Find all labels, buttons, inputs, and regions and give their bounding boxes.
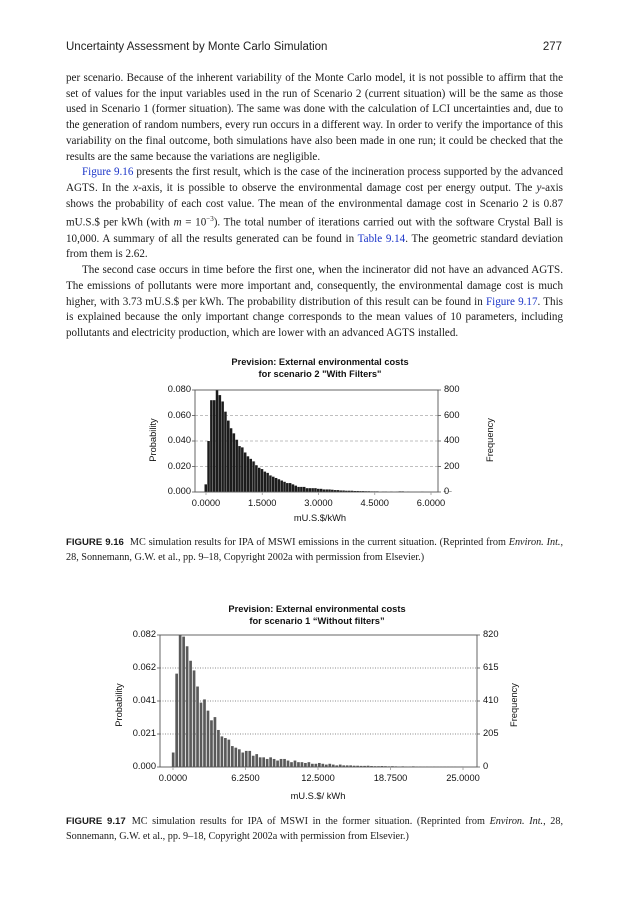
tick-label: 820 bbox=[483, 629, 499, 639]
tick-label: 0.0000 bbox=[191, 498, 221, 508]
tick-label: 0 bbox=[444, 486, 450, 496]
tick-label: 6.2500 bbox=[231, 773, 260, 783]
figure-caption: FIGURE 9.16 MC simulation results for IPA of MSWI emissions in the current situation. (Reprinted from Environ. Int., 28, Sonnemann, G.W. et al., pp. 9–18, Copyright 2002a with permission from Elsevier.) bbox=[66, 537, 563, 563]
tick-label: 600 bbox=[444, 409, 460, 420]
tick-label: 0.000 bbox=[167, 486, 191, 496]
tick-label: 0.041 bbox=[132, 695, 156, 705]
tick-label: 6.0000 bbox=[416, 498, 446, 508]
x-axis-label: mU.S.$/kWh bbox=[293, 513, 347, 523]
running-head-title: Uncertainty Assessment by Monte Carlo Simulation bbox=[66, 41, 328, 53]
x-axis-label: mU.S.$/ kWh bbox=[290, 791, 346, 801]
y2-axis-label: Frequency bbox=[509, 683, 519, 727]
y-axis-label: Probability bbox=[148, 418, 158, 462]
tick-label: 0.021 bbox=[132, 728, 156, 738]
tick-label: 0 bbox=[483, 761, 489, 771]
tick-label: 18.7500 bbox=[373, 773, 408, 783]
tick-label: 800 bbox=[444, 384, 460, 394]
cross-reference-link[interactable]: Table 9.14 bbox=[357, 232, 406, 245]
tick-label: 3.0000 bbox=[304, 498, 333, 508]
tick-label: 0.0000 bbox=[158, 773, 188, 783]
tick-label: 0.000 bbox=[132, 761, 156, 771]
tick-label: 0.020 bbox=[167, 460, 191, 471]
tick-label: 0.060 bbox=[167, 409, 191, 420]
tick-label: 25.0000 bbox=[446, 773, 480, 783]
chart-title: Prevision: External environmental costs for scenario 1 “Without filters” bbox=[228, 604, 406, 626]
tick-label: 0.040 bbox=[167, 435, 191, 445]
tick-label: 0.082 bbox=[132, 629, 156, 639]
page-number: 277 bbox=[542, 41, 562, 53]
paragraph: per scenario. Because of the inherent variability of the Monte Carlo model, it is not possible to affirm that the set of values for the input variables used in the run of Scenario 2 (current situation) will be the same as those used in Scenario 1 (former situation). The same was done with the calculation of LCI uncertainties and, due to the generation of random numbers, every run occurs in a different way. In order to verify the importance of this variability on the final outcome, both simulations have also been made in one run; it could be checked that the results are the same because the variations are negligible. bbox=[66, 72, 563, 163]
y2-axis-label: Frequency bbox=[485, 418, 495, 462]
paragraph: Figure 9.16 presents the first result, which is the case of the incineration process supported by the advanced AGTS. In the x-axis, it is possible to observe the environmental damage cost per energy output. The y-axis shows the probability of each cost value. The mean of the environmental damage cost in Scenario 2 is 0.87 mU.S.$ per kWh (with $m = 10^{-3}$). The total number of iterations carried out with the software Crystal Ball is 10,000. A summary of all the results generated can be found in Table 9.14. The geometric standard deviation from them is 2.62. bbox=[66, 166, 563, 261]
paragraph: The second case occurs in time before the first one, when the incinerator did not have an advanced AGTS. The emissions of pollutants were more important and, consequently, the environmental damage cost is much higher, with 3.73 mU.S.$ per kWh. The probability distribution of this result can be found in Figure 9.17. This is explained because the only important change corresponds to the mean values of 10 parameters, including pollutants and electricity production, which are lower with an advanced AGTS installed. bbox=[66, 264, 563, 339]
cross-reference-link[interactable]: Figure 9.17 bbox=[485, 295, 538, 308]
tick-label: 200 bbox=[444, 460, 460, 471]
figure-label: FIGURE 9.16 bbox=[66, 537, 124, 548]
chart-title: Prevision: External environmental costs for scenario 2 "With Filters" bbox=[231, 357, 409, 379]
tick-label: 12.5000 bbox=[301, 773, 335, 783]
tick-label: 1.5000 bbox=[248, 498, 277, 508]
figure-caption: FIGURE 9.17 MC simulation results for IPA of MSWI in the former situation. (Reprinted from Environ. Int., 28, Sonnemann, G.W. et al., pp. 9–18, Copyright 2002a with permission from Elsevier.) bbox=[66, 816, 563, 842]
tick-label: 615 bbox=[483, 662, 499, 672]
tick-label: 410 bbox=[483, 695, 499, 705]
y-axis-label: Probability bbox=[114, 683, 124, 727]
figure-label: FIGURE 9.17 bbox=[66, 816, 126, 827]
cross-reference-link[interactable]: Figure 9.16 bbox=[82, 166, 134, 179]
tick-label: 0.062 bbox=[132, 662, 156, 672]
tick-label: 205 bbox=[483, 728, 499, 738]
tick-label: 400 bbox=[444, 435, 460, 445]
tick-label: 4.5000 bbox=[360, 498, 389, 508]
tick-label: 0.080 bbox=[167, 384, 191, 394]
